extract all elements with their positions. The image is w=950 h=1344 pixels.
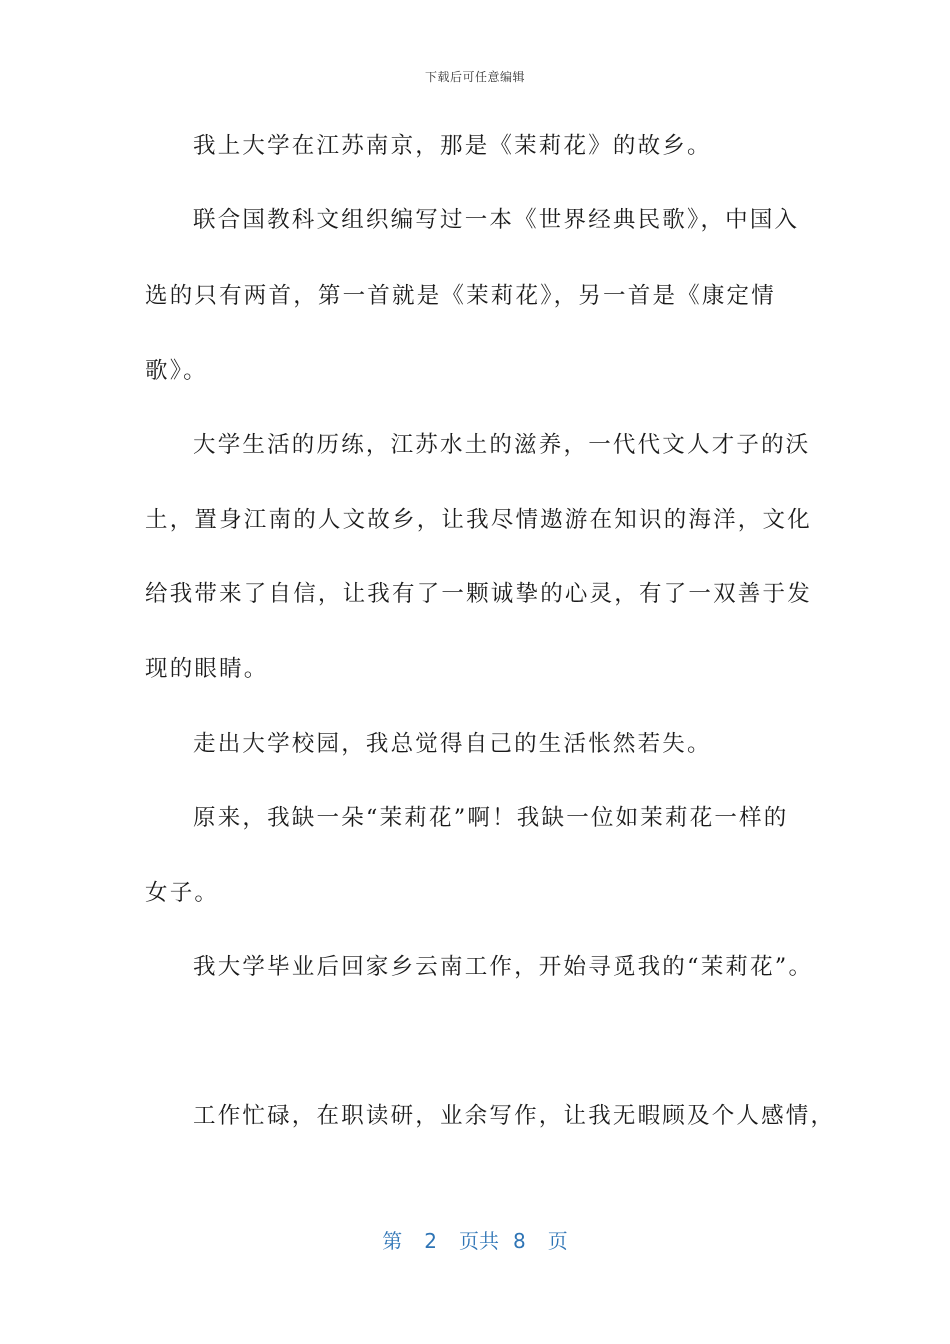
- text-line: 走出大学校园，我总觉得自己的生活怅然若失。: [193, 731, 712, 757]
- page-middle-label: 页共: [459, 1229, 499, 1253]
- text-line: 工作忙碌，在职读研，业余写作，让我无暇顾及个人感情，: [193, 1103, 836, 1129]
- text-line: 大学生活的历练，江苏水土的滋养，一代代文人才子的沃: [193, 432, 811, 458]
- text-line: 联合国教科文组织编写过一本《世界经典民歌》，中国入: [193, 207, 800, 233]
- text-line: 我上大学在江苏南京，那是《茉莉花》的故乡。: [193, 133, 712, 159]
- page-prefix: 第: [382, 1229, 403, 1253]
- total-pages-number: 8: [513, 1229, 526, 1253]
- text-line: 给我带来了自信，让我有了一颗诚挚的心灵，有了一双善于发: [145, 581, 812, 607]
- text-line: 歌》。: [145, 358, 208, 384]
- text-line: 原来，我缺一朵“茉莉花”啊！我缺一位如茉莉花一样的: [193, 805, 789, 831]
- text-line: 现的眼睛。: [145, 656, 269, 682]
- page-suffix: 页: [547, 1229, 568, 1253]
- current-page-number: 2: [424, 1229, 437, 1253]
- page-header: 下载后可任意编辑: [424, 70, 525, 84]
- text-line: 土，置身江南的人文故乡，让我尽情遨游在知识的海洋，文化: [145, 507, 812, 533]
- page-footer: [0, 1225, 950, 1254]
- text-line: 选的只有两首，第一首就是《茉莉花》，另一首是《康定情: [145, 283, 776, 309]
- text-line: 女子。: [145, 880, 220, 906]
- text-line: 我大学毕业后回家乡云南工作，开始寻觅我的“茉莉花”。: [193, 954, 814, 980]
